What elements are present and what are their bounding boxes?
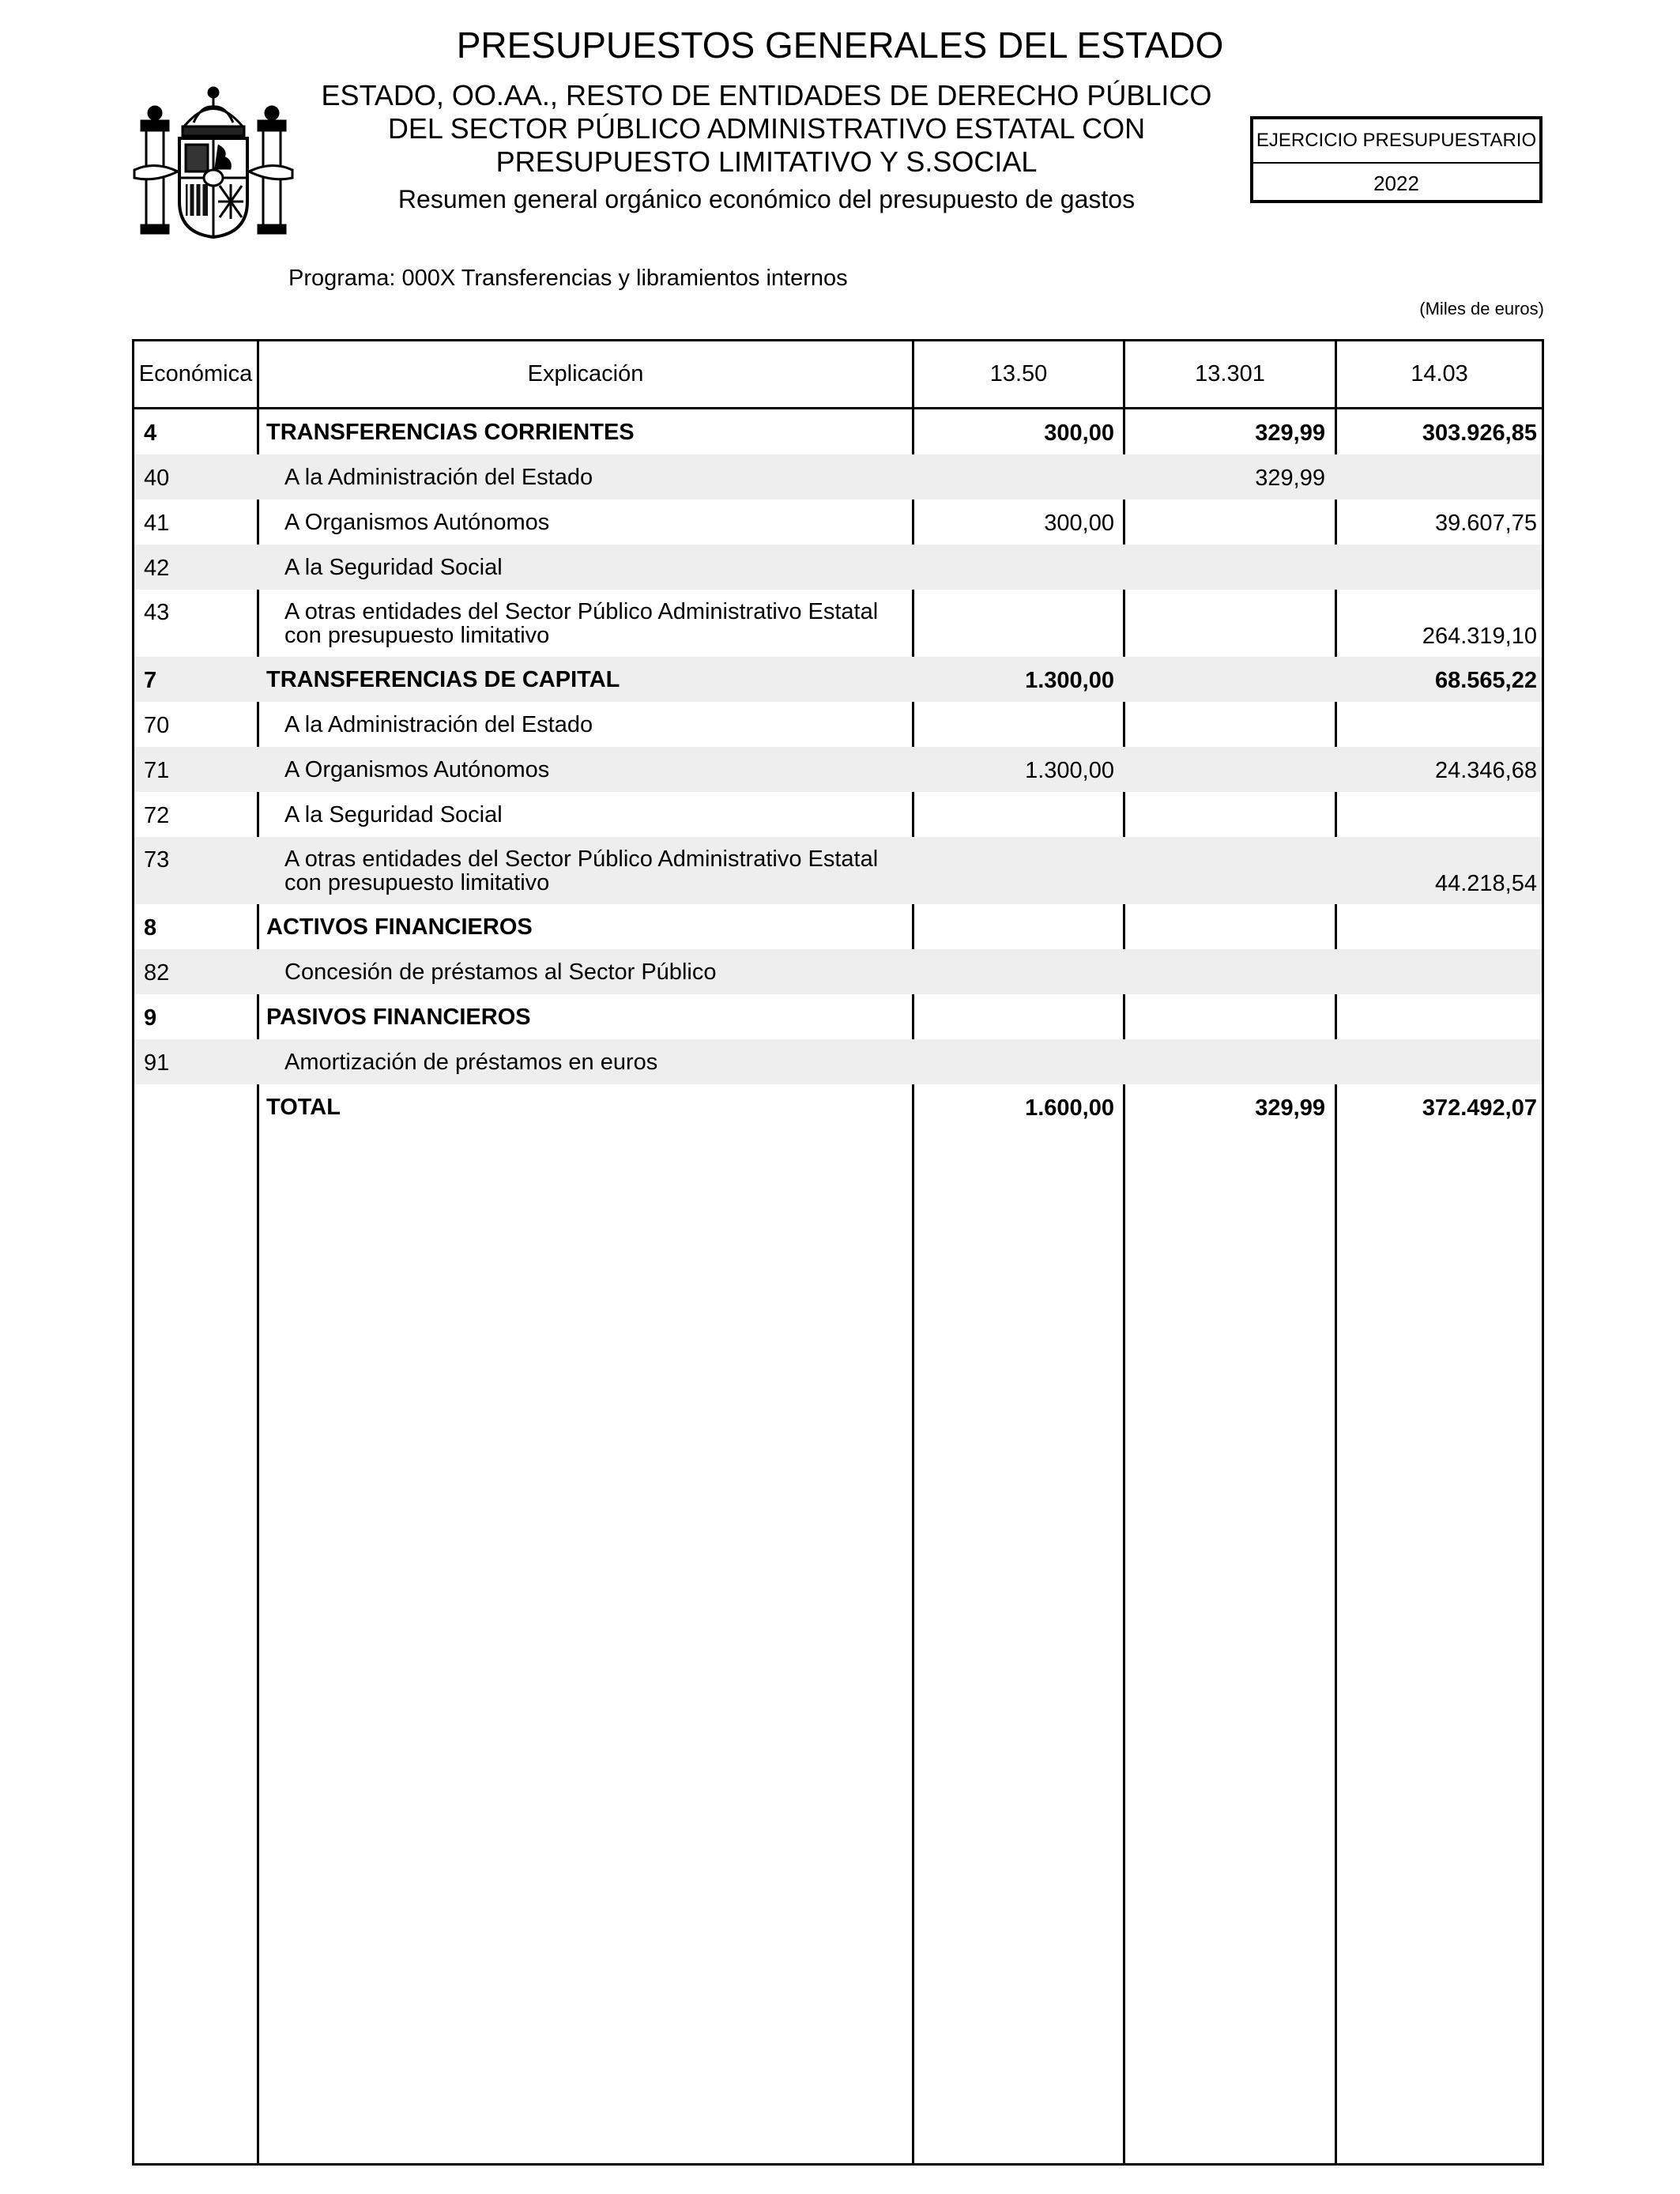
summary-title: Resumen general orgánico económico del presupuesto de gastos: [397, 185, 1136, 213]
row-code: 91: [144, 1050, 170, 1076]
fiscal-year-value: 2022: [1373, 172, 1419, 195]
row-code: 43: [144, 600, 170, 625]
table-row: [134, 454, 1542, 499]
row-value-13-50: 1.300,00: [1025, 668, 1114, 693]
column-header-13-50: 13.50: [989, 361, 1048, 386]
row-value-14-03: 39.607,75: [1434, 511, 1537, 536]
row-value-13-50: 300,00: [1044, 511, 1114, 536]
row-value-14-03: 372.492,07: [1422, 1095, 1537, 1121]
column-header-14-03: 14.03: [1411, 361, 1468, 386]
row-code: 4: [144, 420, 157, 446]
table-row: [134, 590, 1542, 657]
row-value-13-50: 300,00: [1044, 420, 1114, 446]
row-description: A la Seguridad Social: [284, 555, 503, 580]
row-description: A Organismos Autónomos: [284, 510, 550, 535]
table-total-row: [134, 1084, 1542, 1129]
row-value-14-03: 264.319,10: [1422, 624, 1537, 649]
row-description: Amortización de préstamos en euros: [284, 1050, 658, 1075]
row-description: Concesión de préstamos al Sector Público: [284, 959, 717, 985]
table-row: [134, 545, 1542, 590]
row-value-13-301: 329,99: [1255, 420, 1325, 446]
table-row: [134, 499, 1542, 545]
row-description: A la Administración del Estado: [284, 465, 593, 490]
row-description-line-2: con presupuesto limitativo: [284, 870, 550, 895]
row-code: 71: [144, 758, 170, 783]
row-code: 70: [144, 713, 170, 738]
row-value-13-50: 1.600,00: [1025, 1095, 1114, 1121]
row-description-line-1: A otras entidades del Sector Público Administrativo Estatal: [284, 599, 879, 624]
row-value-13-301: 329,99: [1255, 466, 1325, 491]
row-value-13-50: 1.300,00: [1025, 758, 1114, 783]
subtitle-line-3: PRESUPUESTO LIMITATIVO Y S.SOCIAL: [495, 145, 1038, 178]
table-header: [134, 341, 1542, 409]
column-header-explicacion: Explicación: [527, 361, 644, 386]
table-row: [134, 949, 1542, 994]
row-description: PASIVOS FINANCIEROS: [266, 1005, 531, 1030]
table-row: [134, 904, 1542, 949]
coat-of-arms-of-spain-icon: [130, 83, 296, 241]
row-code: 73: [144, 847, 170, 873]
table-row: [134, 409, 1542, 454]
row-description: ACTIVOS FINANCIEROS: [266, 914, 533, 940]
fiscal-year-box: [1250, 116, 1543, 203]
row-code: 40: [144, 466, 170, 491]
table-row: [134, 837, 1542, 904]
program-label: Programa: 000X Transferencias y libramientos internos: [288, 266, 848, 291]
column-header-economica: Económica: [138, 361, 253, 386]
row-value-13-301: 329,99: [1255, 1095, 1325, 1121]
subtitle-line-2: DEL SECTOR PÚBLICO ADMINISTRATIVO ESTATAL CON: [387, 112, 1146, 145]
row-value-14-03: 303.926,85: [1422, 420, 1537, 446]
table-row: [134, 1039, 1542, 1084]
row-description: TRANSFERENCIAS CORRIENTES: [266, 420, 635, 445]
row-value-14-03: 44.218,54: [1434, 871, 1537, 896]
row-code: 41: [144, 511, 170, 536]
table-row: [134, 994, 1542, 1039]
row-code: 9: [144, 1005, 157, 1031]
table-row: [134, 747, 1542, 792]
fiscal-year-label: EJERCICIO PRESUPUESTARIO: [1253, 119, 1539, 164]
row-code: 42: [144, 556, 170, 581]
row-value-14-03: 68.565,22: [1434, 668, 1537, 693]
row-description: [284, 847, 917, 895]
row-code: 8: [144, 915, 157, 941]
row-code: 72: [144, 803, 170, 828]
units-label: (Miles de euros): [1419, 299, 1544, 319]
row-description: TRANSFERENCIAS DE CAPITAL: [266, 667, 620, 692]
row-description: A la Administración del Estado: [284, 712, 593, 737]
budget-table: [132, 339, 1544, 2166]
row-description: A Organismos Autónomos: [284, 757, 550, 782]
column-header-13-301: 13.301: [1195, 361, 1265, 386]
table-row: [134, 657, 1542, 702]
row-description: TOTAL: [266, 1095, 341, 1120]
row-description: A la Seguridad Social: [284, 802, 503, 827]
document-title: PRESUPUESTOS GENERALES DEL ESTADO: [456, 25, 1224, 66]
row-value-14-03: 24.346,68: [1434, 758, 1537, 783]
table-row: [134, 702, 1542, 747]
row-description-line-1: A otras entidades del Sector Público Administrativo Estatal: [284, 846, 879, 872]
row-code: 82: [144, 960, 170, 986]
row-description: [284, 600, 917, 647]
table-row: [134, 792, 1542, 837]
table-body: [134, 409, 1542, 1129]
row-description-line-2: con presupuesto limitativo: [284, 623, 550, 648]
subtitle-line-1: ESTADO, OO.AA., RESTO DE ENTIDADES DE DERECHO PÚBLICO: [321, 79, 1212, 111]
row-code: 7: [144, 668, 157, 693]
